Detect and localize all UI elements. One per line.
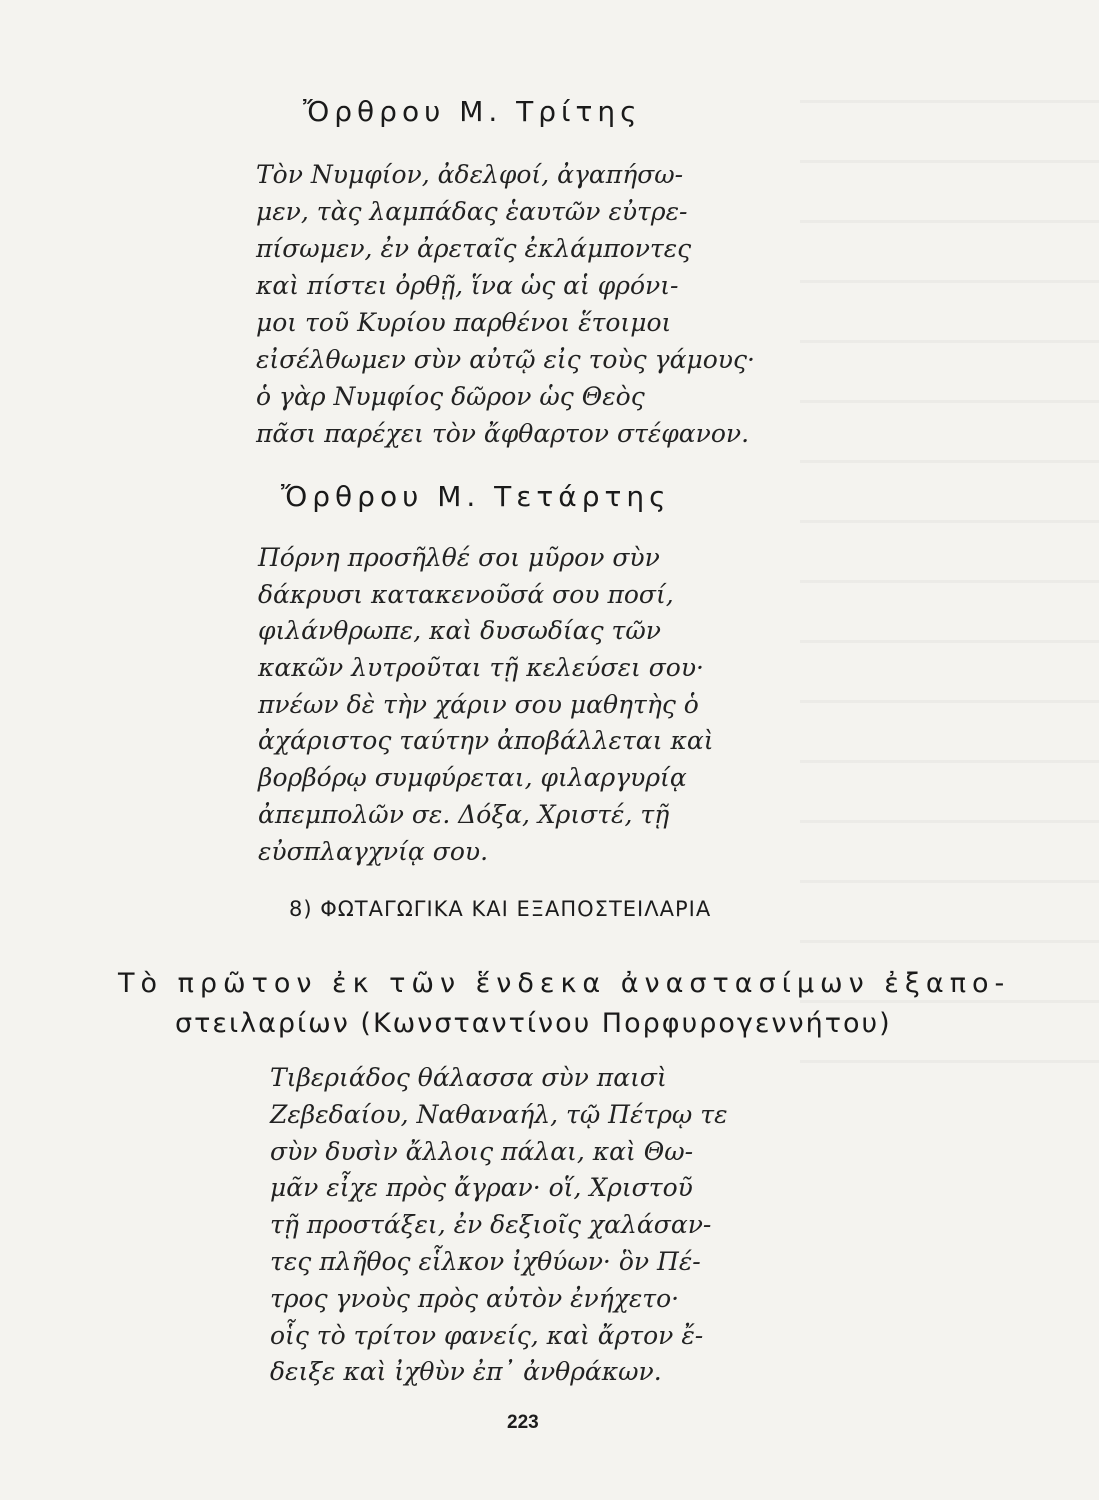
poem-line: ἀχάριστος ταύτην ἀποβάλλεται καὶ <box>258 726 714 756</box>
poem-line: εἰσέλθωμεν σὺν αὐτῷ εἰς τοὺς γάμους· <box>256 345 755 374</box>
poem-line: Πόρνη προσῆλθέ σοι μῦρον σὺν <box>258 543 660 572</box>
subtitle-line-2: στειλαρίων (Κωνσταντίνου Πορφυρογεννήτου) <box>175 1008 892 1039</box>
poem-line: σὺν δυσὶν ἄλλοις πάλαι, καὶ Θω- <box>270 1136 694 1166</box>
poem-line: ὁ γὰρ Νυμφίος δῶρον ὡς Θεὸς <box>256 382 645 411</box>
poem-line: δάκρυσι κατακενοῦσά σου ποσί, <box>258 579 674 609</box>
poem-tritis <box>256 156 755 452</box>
poem-line: πᾶσι παρέχει τὸν ἄφθαρτον στέφανον. <box>256 419 750 448</box>
poem-line: πίσωμεν, ἐν ἀρεταῖς ἐκλάμποντες <box>256 234 692 263</box>
poem-tetartis <box>258 540 714 870</box>
poem-line: καὶ πίστει ὀρθῇ, ἵνα ὡς αἱ φρόνι- <box>256 271 679 300</box>
heading-orthrou-tetartis: Ὄρθρου Μ. Τετάρτης <box>281 480 671 513</box>
poem-line: πνέων δὲ τὴν χάριν σου μαθητὴς ὁ <box>258 689 699 719</box>
poem-line: μοι τοῦ Κυρίου παρθένοι ἕτοιμοι <box>256 308 672 337</box>
poem-line: κακῶν λυτροῦται τῇ κελεύσει σου· <box>258 653 704 683</box>
poem-line: βορβόρῳ συμφύρεται, φιλαργυρίᾳ <box>258 763 687 793</box>
poem-line: ἀπεμπολῶν σε. Δόξα, Χριστέ, τῇ <box>258 799 670 829</box>
show-through-text <box>800 70 1099 1070</box>
poem-line: Τιβεριάδος θάλασσα σὺν παισὶ <box>270 1063 667 1092</box>
section-heading: 8) ΦΩΤΑΓΩΓΙΚΑ ΚΑΙ ΕΞΑΠΟΣΤΕΙΛΑΡΙΑ <box>289 897 712 921</box>
poem-line: τῇ προστάξει, ἐν δεξιοῖς χαλάσαν- <box>270 1210 712 1240</box>
poem-line: φιλάνθρωπε, καὶ δυσωδίας τῶν <box>258 616 661 646</box>
poem-line: δειξε καὶ ἰχθὺν ἐπ᾽ ἀνθράκων. <box>270 1357 662 1387</box>
poem-line: τρος γνοὺς πρὸς αὐτὸν ἐνήχετο· <box>270 1283 680 1313</box>
poem-line: Τὸν Νυμφίον, ἀδελφοί, ἀγαπήσω- <box>256 160 684 189</box>
poem-line: Ζεβεδαίου, Ναθαναήλ, τῷ Πέτρῳ τε <box>270 1099 728 1129</box>
poem-line: τες πλῆθος εἷλκον ἰχθύων· ὃν Πέ- <box>270 1246 701 1276</box>
poem-line: οἷς τὸ τρίτον φανείς, καὶ ἄρτον ἔ- <box>270 1320 704 1350</box>
subtitle-line-1: Τὸ πρῶτον ἐκ τῶν ἕνδεκα ἀναστασίμων ἐξαπο- <box>118 968 1011 999</box>
poem-line: εὐσπλαγχνίᾳ σου. <box>258 836 489 866</box>
poem-line: μεν, τὰς λαμπάδας ἑαυτῶν εὐτρε- <box>256 197 688 226</box>
page-number: 223 <box>507 1412 539 1433</box>
poem-line: μᾶν εἶχε πρὸς ἄγραν· οἵ, Χριστοῦ <box>270 1173 693 1203</box>
heading-orthrou-tritis: Ὄρθρου Μ. Τρίτης <box>303 95 642 128</box>
poem-exaposteilarion <box>270 1060 728 1391</box>
